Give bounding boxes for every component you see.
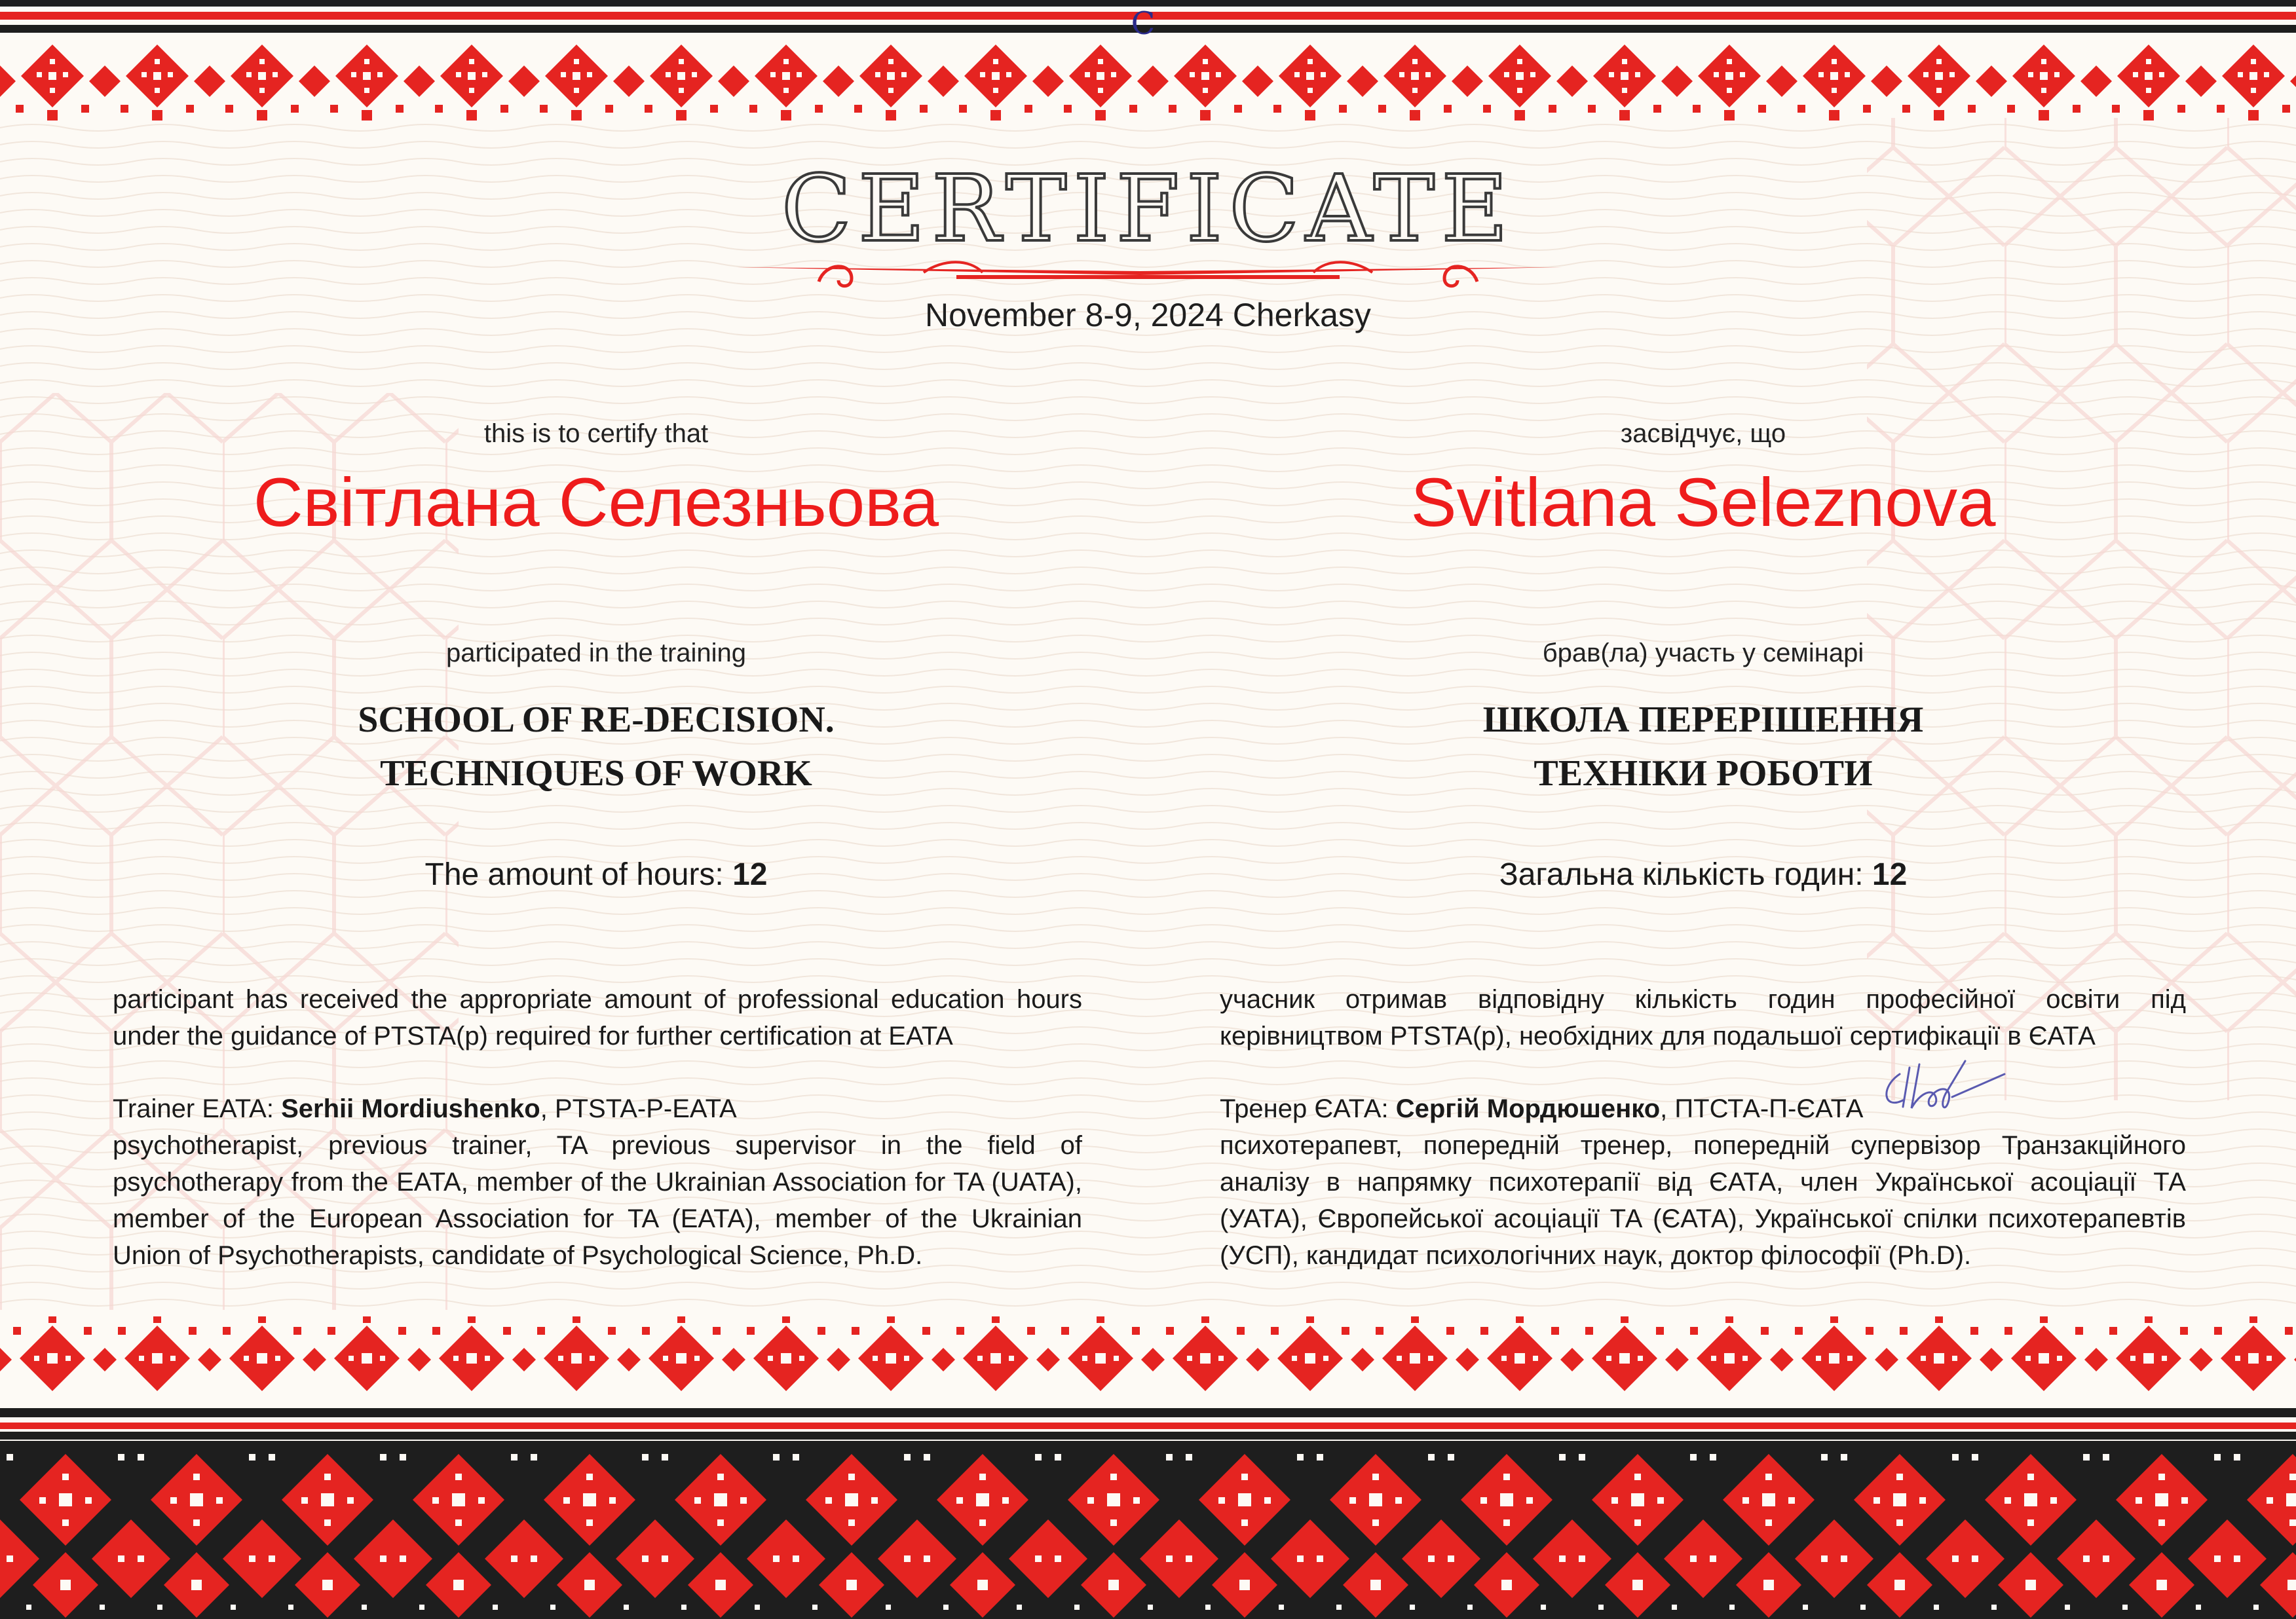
right-trainer-suffix: , ПТСТА-П-ЄАТА <box>1660 1094 1864 1123</box>
left-course-title <box>111 693 1081 800</box>
right-trainer-block <box>1220 1090 2186 1274</box>
left-education-paragraph: participant has received the appropriate amount of professional education hours under the guidance of PTSTA(p) required for further certification at EATA <box>113 985 1082 1051</box>
right-participated-label: брав(ла) участь у семінарі <box>1542 639 1864 667</box>
right-course-line2: ТЕХНІКИ РОБОТИ <box>1534 753 1873 794</box>
left-hours <box>111 857 1081 893</box>
right-trainer-line <box>1220 1090 2186 1127</box>
right-course-title <box>1218 693 2188 800</box>
right-hours-value: 12 <box>1872 857 1908 892</box>
left-trainer-suffix: , PTSTA-P-EATA <box>540 1094 737 1123</box>
left-trainer-name: Serhii Mordiushenko <box>281 1094 540 1123</box>
right-trainer-prefix: Тренер ЄАТА: <box>1220 1094 1396 1123</box>
left-participant-name: Світлана Селезньова <box>253 464 939 541</box>
left-course-line2: TECHNIQUES OF WORK <box>380 753 812 794</box>
trainer-signature <box>1873 1048 2018 1120</box>
right-participant-name: Svitlana Seleznova <box>1410 464 1996 541</box>
top-mark: C <box>1131 5 1156 42</box>
right-certify-label: засвідчує, що <box>1620 419 1786 448</box>
left-trainer-line <box>113 1090 1082 1127</box>
left-trainer-bio: psychotherapist, previous trainer, TA previous supervisor in the field of psychotherapy from the EATA, member of the Ukrainian Association for TA (UATA), member of the European Association for TA (EATA), member of the Ukrainian Union of Psychotherapists, candidate of Psychological Science, Ph.D. <box>113 1131 1082 1270</box>
left-certify-label: this is to certify that <box>483 419 709 448</box>
left-hours-value: 12 <box>732 857 768 892</box>
right-hours-label: Загальна кількість годин: <box>1499 857 1872 892</box>
left-trainer-prefix: Trainer EATA: <box>113 1094 282 1123</box>
right-trainer-name: Сергій Мордюшенко <box>1395 1094 1661 1123</box>
right-course-line1: ШКОЛА ПЕРЕРІШЕННЯ <box>1482 699 1924 740</box>
left-trainer-block <box>113 1090 1082 1274</box>
left-hours-label: The amount of hours: <box>424 857 733 892</box>
left-course-line1: SCHOOL OF RE-DECISION. <box>358 699 835 740</box>
right-trainer-bio: психотерапевт, попередній тренер, попередній супервізор Транзакційного аналізу в напрямку психотерапії від ЄАТА, член Української асоціації ТА (УАТА), Європейської асоціації ТА (ЄАТА), Української спілки психотерапевтів (УСП), кандидат психологічних наук, доктор філософії (Ph.D). <box>1220 1131 2186 1270</box>
certificate-title: CERTIFICATE <box>781 156 1515 263</box>
left-participated-label: participated in the training <box>445 639 747 667</box>
date-location: November 8-9, 2024 Cherkasy <box>925 297 1371 333</box>
right-education-paragraph: учасник отримав відповідну кількість годин професійної освіти під керівництвом PTSTA(p), необхідних для подальшої сертифікації в ЄАТА <box>1220 985 2186 1051</box>
right-hours <box>1218 857 2188 893</box>
